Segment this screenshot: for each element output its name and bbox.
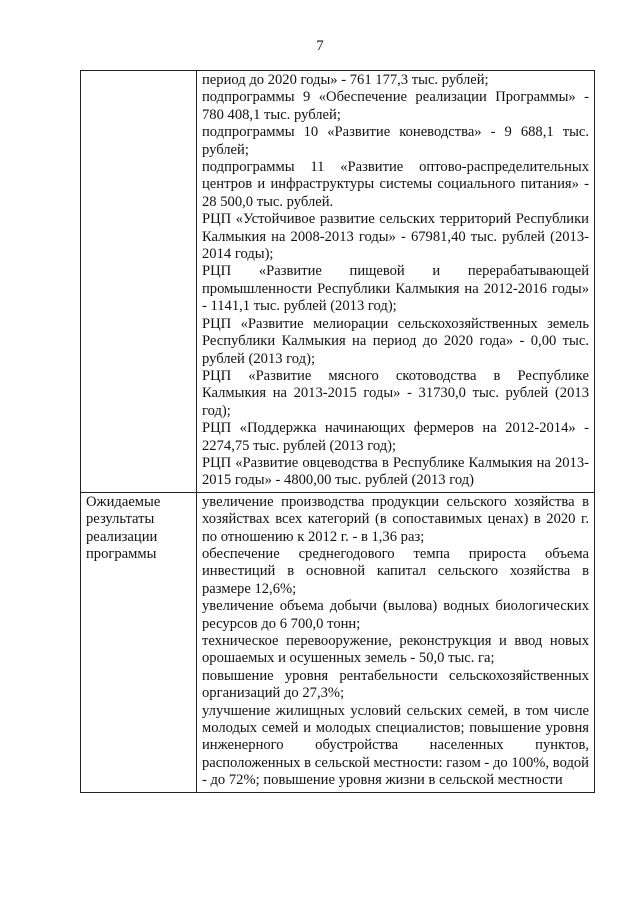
- result-paragraph: обеспечение среднегодового темпа прироста объема инвестиций в основной капитал сельского хозяйства в размере 12,6%;: [202, 545, 589, 597]
- funding-paragraph: период до 2020 годы» - 761 177,3 тыс. рублей;: [202, 72, 489, 88]
- table-row-funding: [81, 71, 595, 493]
- funding-paragraph: РЦП «Развитие овцеводства в Республике Калмыкия на 2013-2015 годы» - 4800,00 тыс. рублей (2013 год): [202, 454, 589, 489]
- result-paragraph: повышение уровня рентабельности сельскохозяйственных организаций до 27,3%;: [202, 667, 589, 702]
- funding-details-cell: [197, 71, 595, 493]
- funding-paragraph: РЦП «Развитие пищевой и перерабатывающей промышленности Республики Калмыкия на 2012-2016 годы» - 1141,1 тыс. рублей (2013 год);: [202, 263, 589, 315]
- result-paragraph: техническое перевооружение, реконструкция и ввод новых орошаемых и осушенных земель - 50,0 тыс. га;: [202, 633, 589, 667]
- result-paragraph: увеличение объема добычи (вылова) водных биологических ресурсов до 6 700,0 тонн;: [202, 598, 589, 632]
- row-label-empty: [81, 71, 197, 493]
- funding-paragraph: подпрограммы 11 «Развитие оптово-распределительных центров и инфраструктуры системы социального питания» - 28 500,0 тыс. рублей.: [202, 159, 589, 210]
- expected-results-label: Ожидаемые результаты реализации программы: [86, 493, 161, 562]
- funding-paragraph: РЦП «Развитие мелиорации сельскохозяйственных земель Республики Калмыкия на период до 2020 года» - 0,00 тыс. рублей (2013 год);: [202, 315, 589, 367]
- result-paragraph: улучшение жилищных условий сельских семей, в том числе молодых семей и молодых специалистов; повышение уровня инженерного обустройства населенных пунктов, расположенных в сельской местности: газом - до 100%, водой - до 72%; повышение уровня жизни в сельской местности: [202, 702, 589, 789]
- program-passport-table: [80, 70, 595, 793]
- funding-paragraph: подпрограммы 10 «Развитие коневодства» - 9 688,1 тыс. рублей;: [202, 124, 589, 158]
- expected-results-cell: [197, 492, 595, 792]
- page-number: 7: [316, 38, 324, 54]
- funding-paragraph: РЦП «Поддержка начинающих фермеров на 2012-2014» - 2274,75 тыс. рублей (2013 год);: [202, 420, 589, 454]
- row-label-expected-results: [81, 492, 197, 792]
- table-row-expected-results: [81, 492, 595, 792]
- funding-paragraph: РЦП «Развитие мясного скотоводства в Республике Калмыкия на 2013-2015 годы» - 31730,0 тыс. рублей (2013 год);: [202, 367, 589, 419]
- funding-paragraph: подпрограммы 9 «Обеспечение реализации Программы» - 780 408,1 тыс. рублей;: [202, 89, 589, 123]
- funding-paragraph: РЦП «Устойчивое развитие сельских территорий Республики Калмыкия на 2008-2013 годы» - 67981,40 тыс. рублей (2013-2014 годы);: [202, 211, 589, 263]
- result-paragraph: увеличение производства продукции сельского хозяйства в хозяйствах всех категорий (в сопоставимых ценах) в 2020 г. по отношению к 2012 г. - в 1,36 раз;: [202, 493, 589, 545]
